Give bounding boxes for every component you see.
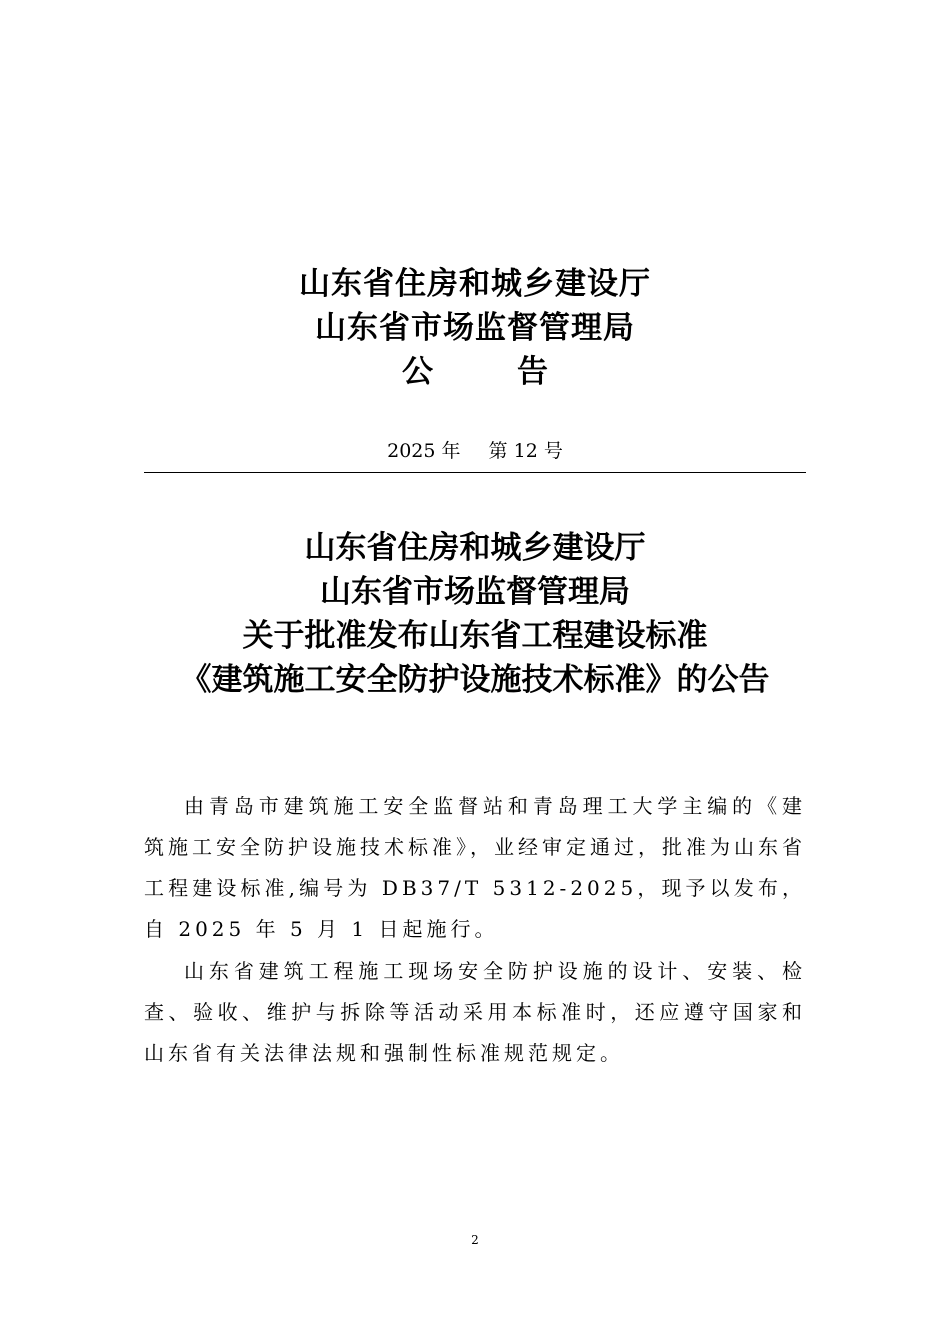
notice-heading-char-1: 公 — [402, 354, 433, 390]
page-number: 2 — [471, 1233, 479, 1247]
document-number — [0, 437, 950, 465]
notice-body — [144, 786, 806, 1075]
issuer-name-line-1: 山东省住房和城乡建设厅 — [299, 266, 651, 302]
title-line-1: 山东省住房和城乡建设厅 — [304, 530, 646, 566]
doc-number-prefix: 第 — [488, 440, 508, 462]
header-divider — [144, 472, 806, 473]
notice-title — [0, 526, 950, 702]
notice-heading-char-2: 告 — [517, 354, 548, 390]
title-line-2: 山东省市场监督管理局 — [320, 574, 630, 610]
issuer-name-line-2: 山东省市场监督管理局 — [315, 310, 635, 346]
body-paragraph-1: 由青岛市建筑施工安全监督站和青岛理工大学主编的《建筑施工安全防护设施技术标准》，业经审定通过，批准为山东省工程建设标准,编号为 DB37/T 5312-2025，现予以发布， 自 2025 年 5 月 1 日起施行。 — [144, 794, 806, 941]
doc-year: 2025 — [387, 440, 436, 462]
issuer-header — [0, 262, 950, 394]
body-paragraph-2: 山东省建筑工程施工现场安全防护设施的设计、安装、检查、验收、维护与拆除等活动采用本标准时，还应遵守国家和山东省有关法律法规和强制性标准规范规定。 — [144, 959, 806, 1065]
doc-number-value: 12 — [513, 440, 538, 462]
title-line-4: 《建筑施工安全防护设施技术标准》的公告 — [180, 662, 770, 698]
title-line-3: 关于批准发布山东省工程建设标准 — [242, 618, 708, 654]
doc-number-suffix: 号 — [543, 440, 563, 462]
notice-heading — [0, 350, 950, 394]
doc-year-unit: 年 — [441, 440, 461, 462]
